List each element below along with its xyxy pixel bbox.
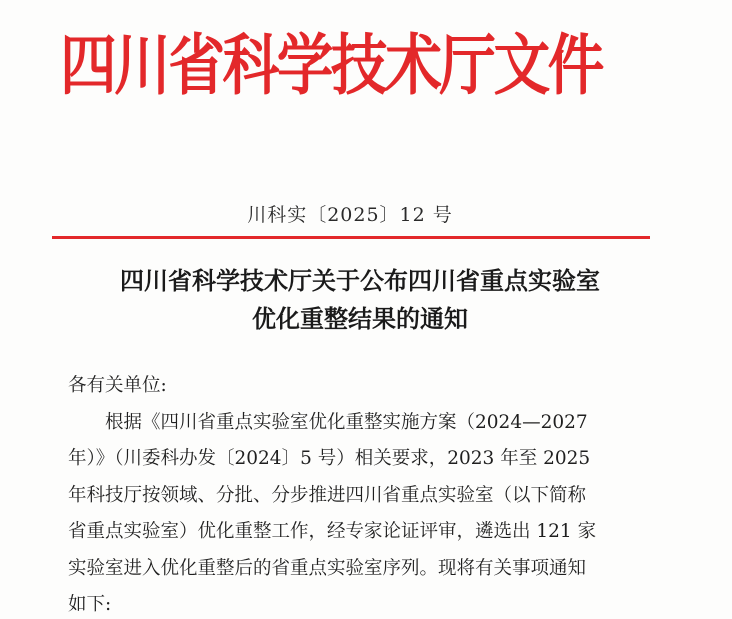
notice-title-line-2: 优化重整结果的通知 (252, 304, 468, 333)
body-line-3: 年科技厅按领域、分批、分步推进四川省重点实验室（以下简称 (68, 484, 587, 506)
notice-title-line-1: 四川省科学技术厅关于公布四川省重点实验室 (120, 266, 600, 295)
document-number: 川科实〔2025〕12 号 (247, 204, 453, 226)
body-line-2: 年）》（川委科办发〔2024〕5 号）相关要求，2023 年至 2025 (68, 448, 591, 469)
body-line-6: 如下: (68, 594, 112, 615)
notice-body (68, 368, 668, 619)
body-line-5: 实验室进入优化重整后的省重点实验室序列。现将有关事项通知 (68, 557, 587, 579)
notice-title (40, 262, 680, 338)
red-divider-line (52, 236, 650, 239)
salutation: 各有关单位: (68, 375, 167, 396)
body-line-4: 省重点实验室）优化重整工作，经专家论证评审，遴选出 121 家 (68, 521, 597, 542)
body-line-1: 根据《四川省重点实验室优化重整实施方案（2024—2027 (105, 411, 588, 433)
masthead-title: 四川省科学技术厅文件 (60, 26, 602, 104)
